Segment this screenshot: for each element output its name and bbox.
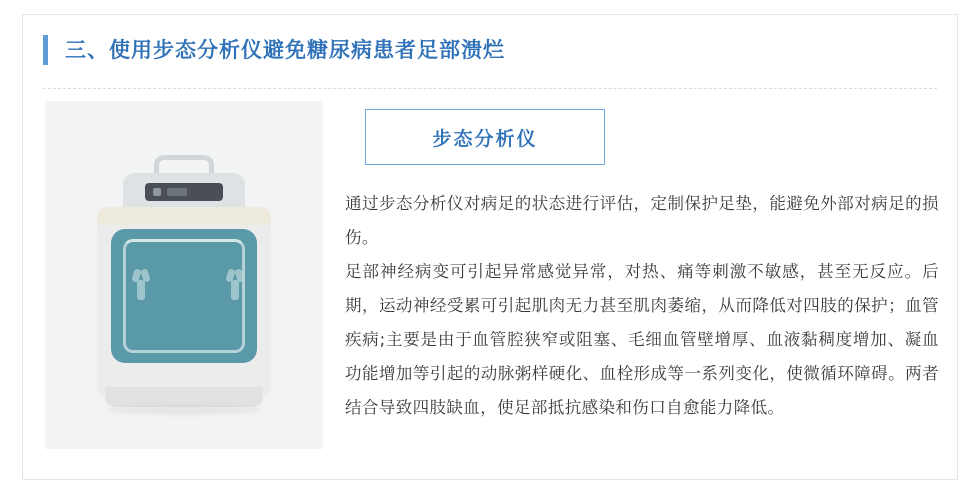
subtitle-box — [365, 109, 605, 165]
section-header — [23, 15, 957, 89]
page-title: 三、使用步态分析仪避免糖尿病患者足部溃烂 — [65, 38, 505, 62]
device-screen-readout — [167, 188, 187, 196]
device-screen — [145, 183, 223, 201]
title-accent-bar — [43, 35, 48, 65]
product-photo — [45, 101, 323, 449]
paragraph-1: 通过步态分析仪对病足的状态进行评估，定制保护足垫，能避免外部对病足的损伤。 — [345, 194, 939, 247]
device-top-strip — [97, 207, 271, 225]
subtitle-label: 步态分析仪 — [432, 127, 538, 150]
right-footprint-icon — [225, 269, 245, 303]
paragraph-2: 足部神经病变可引起异常感觉异常，对热、痛等刺激不敏感，甚至无反应。后期，运动神经受累可引起肌肉无力甚至肌肉萎缩，从而降低对四肢的保护；血管疾病;主要是由于血管腔狭窄或阻塞、毛细血管壁增厚、血液黏稠度增加、凝血功能增加等引起的动脉粥样硬化、血栓形成等一系列变化，使微循环障碍。两者结合导致四肢缺血，使足部抵抗感染和伤口自愈能力降低。 — [345, 262, 939, 417]
device-base — [105, 387, 263, 407]
device-shadow — [107, 405, 261, 415]
section-body — [23, 89, 957, 481]
left-footprint-icon — [131, 269, 151, 303]
content-card — [22, 14, 958, 480]
paragraph-list — [345, 187, 939, 425]
text-column — [343, 101, 937, 425]
device-screen-indicator — [153, 188, 161, 196]
